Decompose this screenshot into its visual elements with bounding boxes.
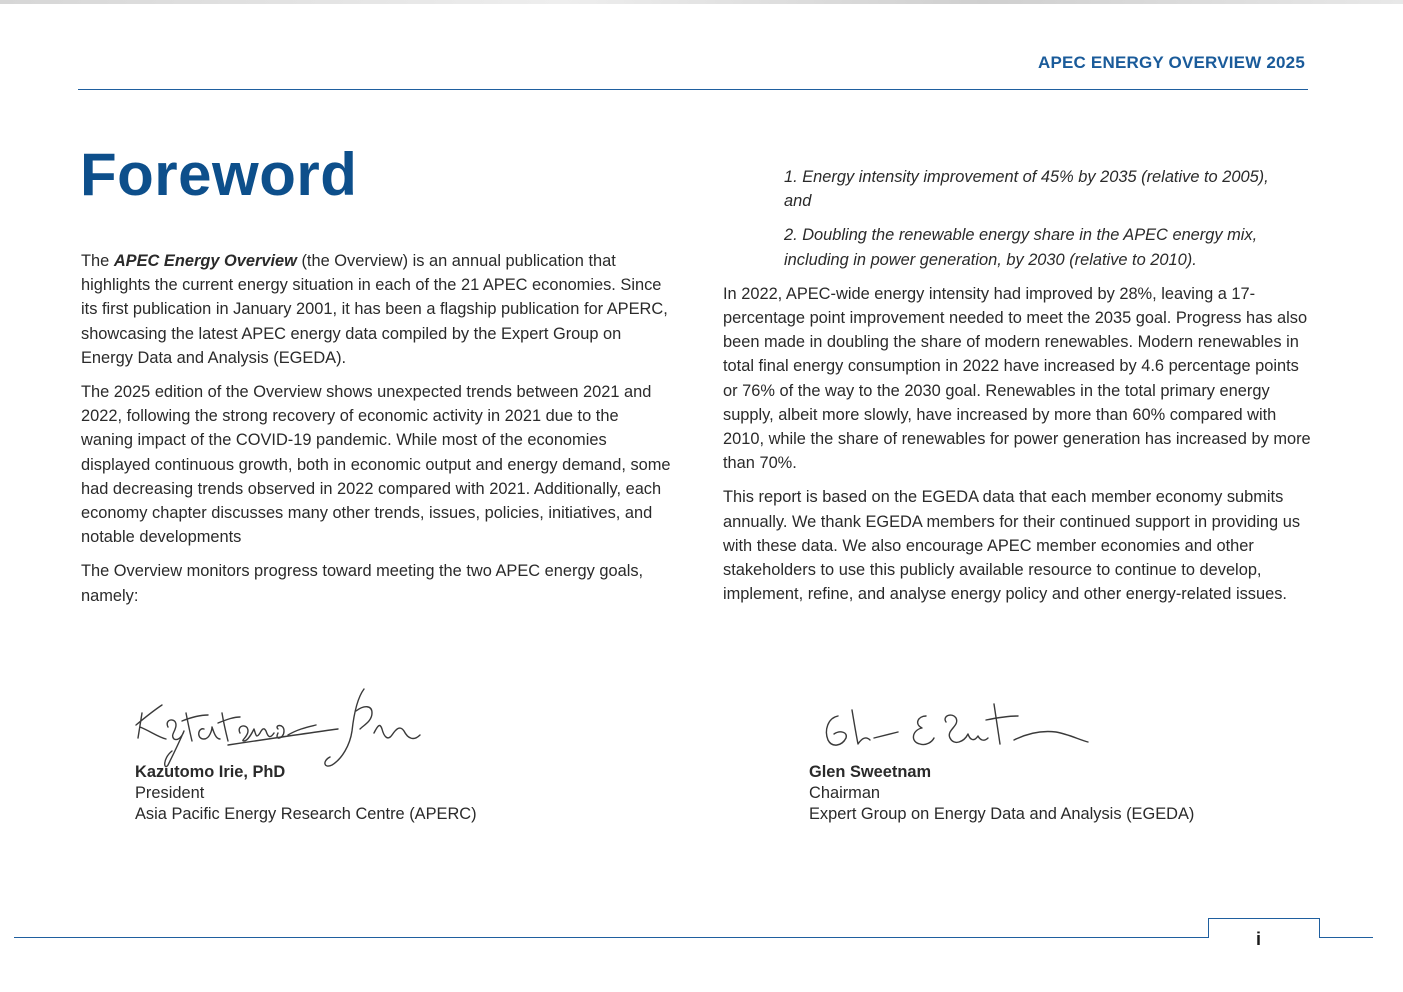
scan-edge [0,0,1403,4]
goal-2: 2. Doubling the renewable energy share in the APEC energy mix, including in power generation, by 2030 (relative to 2010). [784,226,1258,269]
header-rule [78,89,1308,90]
signatory-sweetnam [809,762,1194,825]
intro-text-start: The [81,252,114,270]
trends-paragraph: The 2025 edition of the Overview shows unexpected trends between 2021 and 2022, following the strong recovery of economic activity in 2021 due to the waning impact of the COVID-19 pandemic. While most of the economies displayed continuous growth, both in economic output and energy demand, some had decreasing trends observed in 2022 compared with 2021. Additionally, each economy chapter discusses many other trends, issues, policies, initiatives, and notable developments [81,383,671,547]
signatory-role: President [135,784,205,802]
progress-paragraph: In 2022, APEC-wide energy intensity had improved by 28%, leaving a 17-percentage point improvement needed to meet the 2035 goal. Progress has also been made in doubling the share of modern renewables. Modern renewables in total final energy consumption in 2022 have increased by 4.6 percentage points or 76% of the way to the 2030 goal. Renewables in the total primary energy supply, albeit more slowly, have increased by more than 60% compared with 2010, while the share of renewables for power generation has increased by more than 70%. [723,284,1311,473]
acknowledgement-paragraph: This report is based on the EGEDA data that each member economy submits annually. We thank EGEDA members for their continued support in providing us with these data. We also encourage APEC member economies and other stakeholders to use this publicly available resource to continue to develop, implement, refine, and analyse energy policy and other energy-related issues. [723,488,1301,604]
signatory-name: Kazutomo Irie, PhD [135,763,286,781]
goal-1: 1. Energy intensity improvement of 45% by 2035 (relative to 2005), and [784,168,1269,211]
page-title: Foreword [80,141,358,208]
intro-text-rest: (the Overview) is an annual publication that highlights the current energy situation in each of the 21 APEC economies. Since its first publication in January 2001, it has been a flagship publication for APERC, showcasing the latest APEC energy data compiled by the Expert Group on Energy Data and Analysis (EGEDA). [81,252,668,367]
right-column [723,165,1313,616]
page-number-tab [1208,918,1320,938]
footer-rule-right [1319,937,1373,938]
signatory-irie [135,762,477,825]
footer-rule [14,937,1209,938]
page-number: i [1256,929,1262,949]
signatory-role: Chairman [809,784,881,802]
signature-irie-image [128,683,428,773]
left-column [81,249,671,618]
signatory-name: Glen Sweetnam [809,763,932,781]
goals-intro-paragraph: The Overview monitors progress toward meeting the two APEC energy goals, namely: [81,562,644,605]
signatory-organisation: Expert Group on Energy Data and Analysis (EGEDA) [809,805,1195,823]
running-header: APEC ENERGY OVERVIEW 2025 [1037,53,1305,72]
publication-name: APEC Energy Overview [113,252,297,270]
signature-sweetnam-image [818,700,1098,762]
intro-paragraph [81,249,671,370]
signatory-organisation: Asia Pacific Energy Research Centre (APERC) [135,805,477,823]
